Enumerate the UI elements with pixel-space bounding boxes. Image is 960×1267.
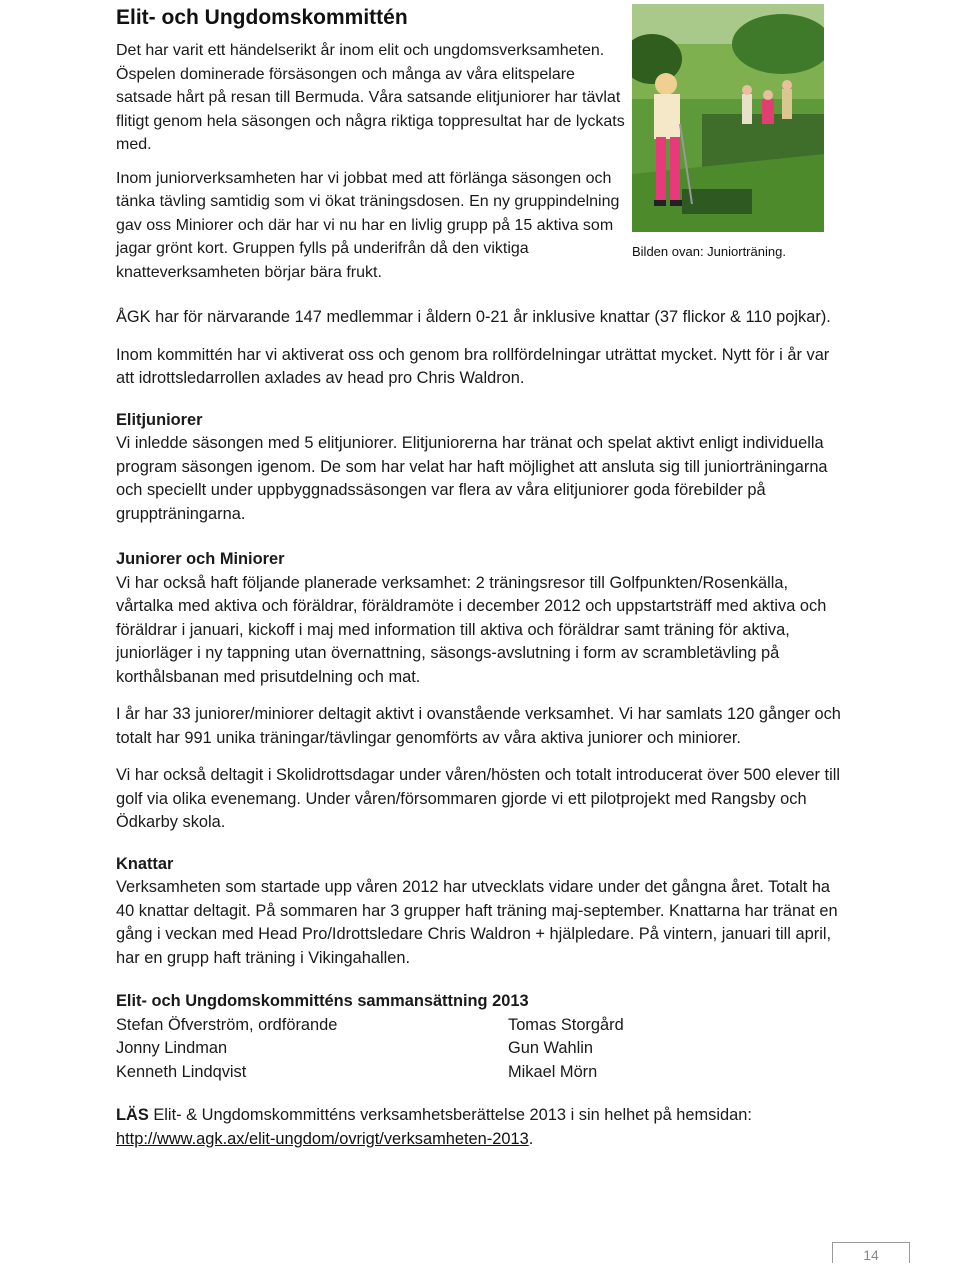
knattar-heading: Knattar [116, 854, 174, 873]
website-link[interactable]: http://www.agk.ax/elit-ungdom/ovrigt/verksamheten-2013 [116, 1129, 529, 1148]
committee-member: Mikael Mörn [508, 1062, 598, 1081]
elitjuniorer-section [116, 409, 846, 527]
read-more-text: Elit- & Ungdomskommitténs verksamhetsberättelse 2013 i sin helhet på hemsidan: [148, 1106, 752, 1124]
juniorer-heading: Juniorer och Miniorer [116, 550, 285, 568]
committee-member: Gun Wahlin [508, 1039, 594, 1057]
juniorer-text-1: Vi har också haft följande planerade verksamhet: 2 träningsresor till Golfpunkten/Rosenkälla, vårtalka med aktiva och föräldrar, föräldramöte i december 2012 och uppstartsträff med aktiva och föräldrar i januari, kickoff i maj med information till aktiva och föräldrar samt träning för aktiva, juniorläger i ny tappning utan övernattning, säsongs-avslutning i form av scrambletävling på korthålsbanan med prisutdelning och mat. [116, 573, 827, 686]
read-more-label: LÄS [116, 1106, 149, 1124]
junior-training-photo [632, 4, 824, 232]
committee-member: Kenneth Lindqvist [116, 1062, 247, 1081]
committee-member: Stefan Öfverström, ordförande [116, 1015, 338, 1034]
juniorer-paragraph-2: I år har 33 juniorer/miniorer deltagit aktivt i ovanstående verksamhet. Vi har samlats 120 gånger och totalt har 991 unika träningar/tävlingar genomförts av våra aktiva juniorer och miniorer. [116, 705, 841, 747]
main-content [116, 306, 846, 1165]
juniorer-section [116, 548, 846, 689]
committee-heading: Elit- och Ungdomskommitténs sammansättning 2013 [116, 992, 529, 1010]
photo-illustration [632, 4, 824, 232]
juniorer-paragraph-3: Vi har också deltagit i Skolidrottsdagar under våren/hösten och totalt introducerat över 500 elever till golf via olika evenemang. Under våren/försommaren gjorde vi ett pilotprojekt med Rangsby och Ödkarby skola. [116, 766, 841, 831]
elitjuniorer-text: Vi inledde säsongen med 5 elitjuniorer. Elitjuniorerna har tränat och spelat aktivt enligt individuella program säsongen igenom. De som har velat har haft möjlighet att ansluta sig till juniorträningarna och speciellt under uppbyggnadssäsongen var flera av våra elitjuniorer goda förebilder på gruppträningarna. [116, 434, 828, 523]
knattar-section [116, 853, 846, 971]
members-paragraph: ÅGK har för närvarande 147 medlemmar i åldern 0-21 år inklusive knattar (37 flickor & 110 pojkar). [116, 308, 831, 326]
committee-members [116, 1014, 846, 1085]
photo-caption: Bilden ovan: Juniorträning. [632, 244, 786, 259]
intro-paragraph-1: Det har varit ett händelserikt år inom elit och ungdomsverksamheten. Öspelen dominerade försäsongen och många av våra elitspelare satsade hårt på resan till Bermuda. Våra satsande elitjuniorer har tävlat flitigt genom hela säsongen och några riktiga toppresultat har de lyckats med. [116, 42, 625, 153]
elitjuniorer-heading: Elitjuniorer [116, 410, 203, 429]
read-more-paragraph [116, 1104, 846, 1151]
committee-composition [116, 990, 846, 1084]
knattar-text: Verksamheten som startade upp våren 2012 har utvecklats vidare under det gångna året. Totalt ha 40 knattar deltagit. På sommaren har 3 grupper haft träning maj-september. Knattarna har tränat en gång i veckan med Head Pro/Idrottsledare Chris Waldron + hjälpledare. På vintern, januari till april, har en grupp haft träning i Vikingahallen. [116, 878, 838, 967]
committee-paragraph: Inom kommittén har vi aktiverat oss och genom bra rollfördelningar uträttat mycket. Nytt för i år var att idrottsledarrollen axlades av head pro Chris Waldron. [116, 345, 830, 387]
page-title: Elit- och Ungdomskommittén [116, 6, 408, 29]
committee-member: Tomas Storgård [508, 1015, 624, 1034]
read-more-end: . [528, 1129, 534, 1148]
page-number: 14 [832, 1242, 910, 1263]
intro-paragraph-2: Inom juniorverksamheten har vi jobbat med att förlänga säsongen och tänka tävling samtidig som vi ökat träningsdosen. En ny gruppindelning gav oss Miniorer och där har vi nu har en livlig grupp på 15 aktiva som jagar grönt kort. Gruppen fylls på underifrån då den viktiga knatteverksamheten börjar bära frukt. [116, 169, 620, 281]
intro-section [116, 39, 626, 294]
committee-member: Jonny Lindman [116, 1039, 228, 1057]
